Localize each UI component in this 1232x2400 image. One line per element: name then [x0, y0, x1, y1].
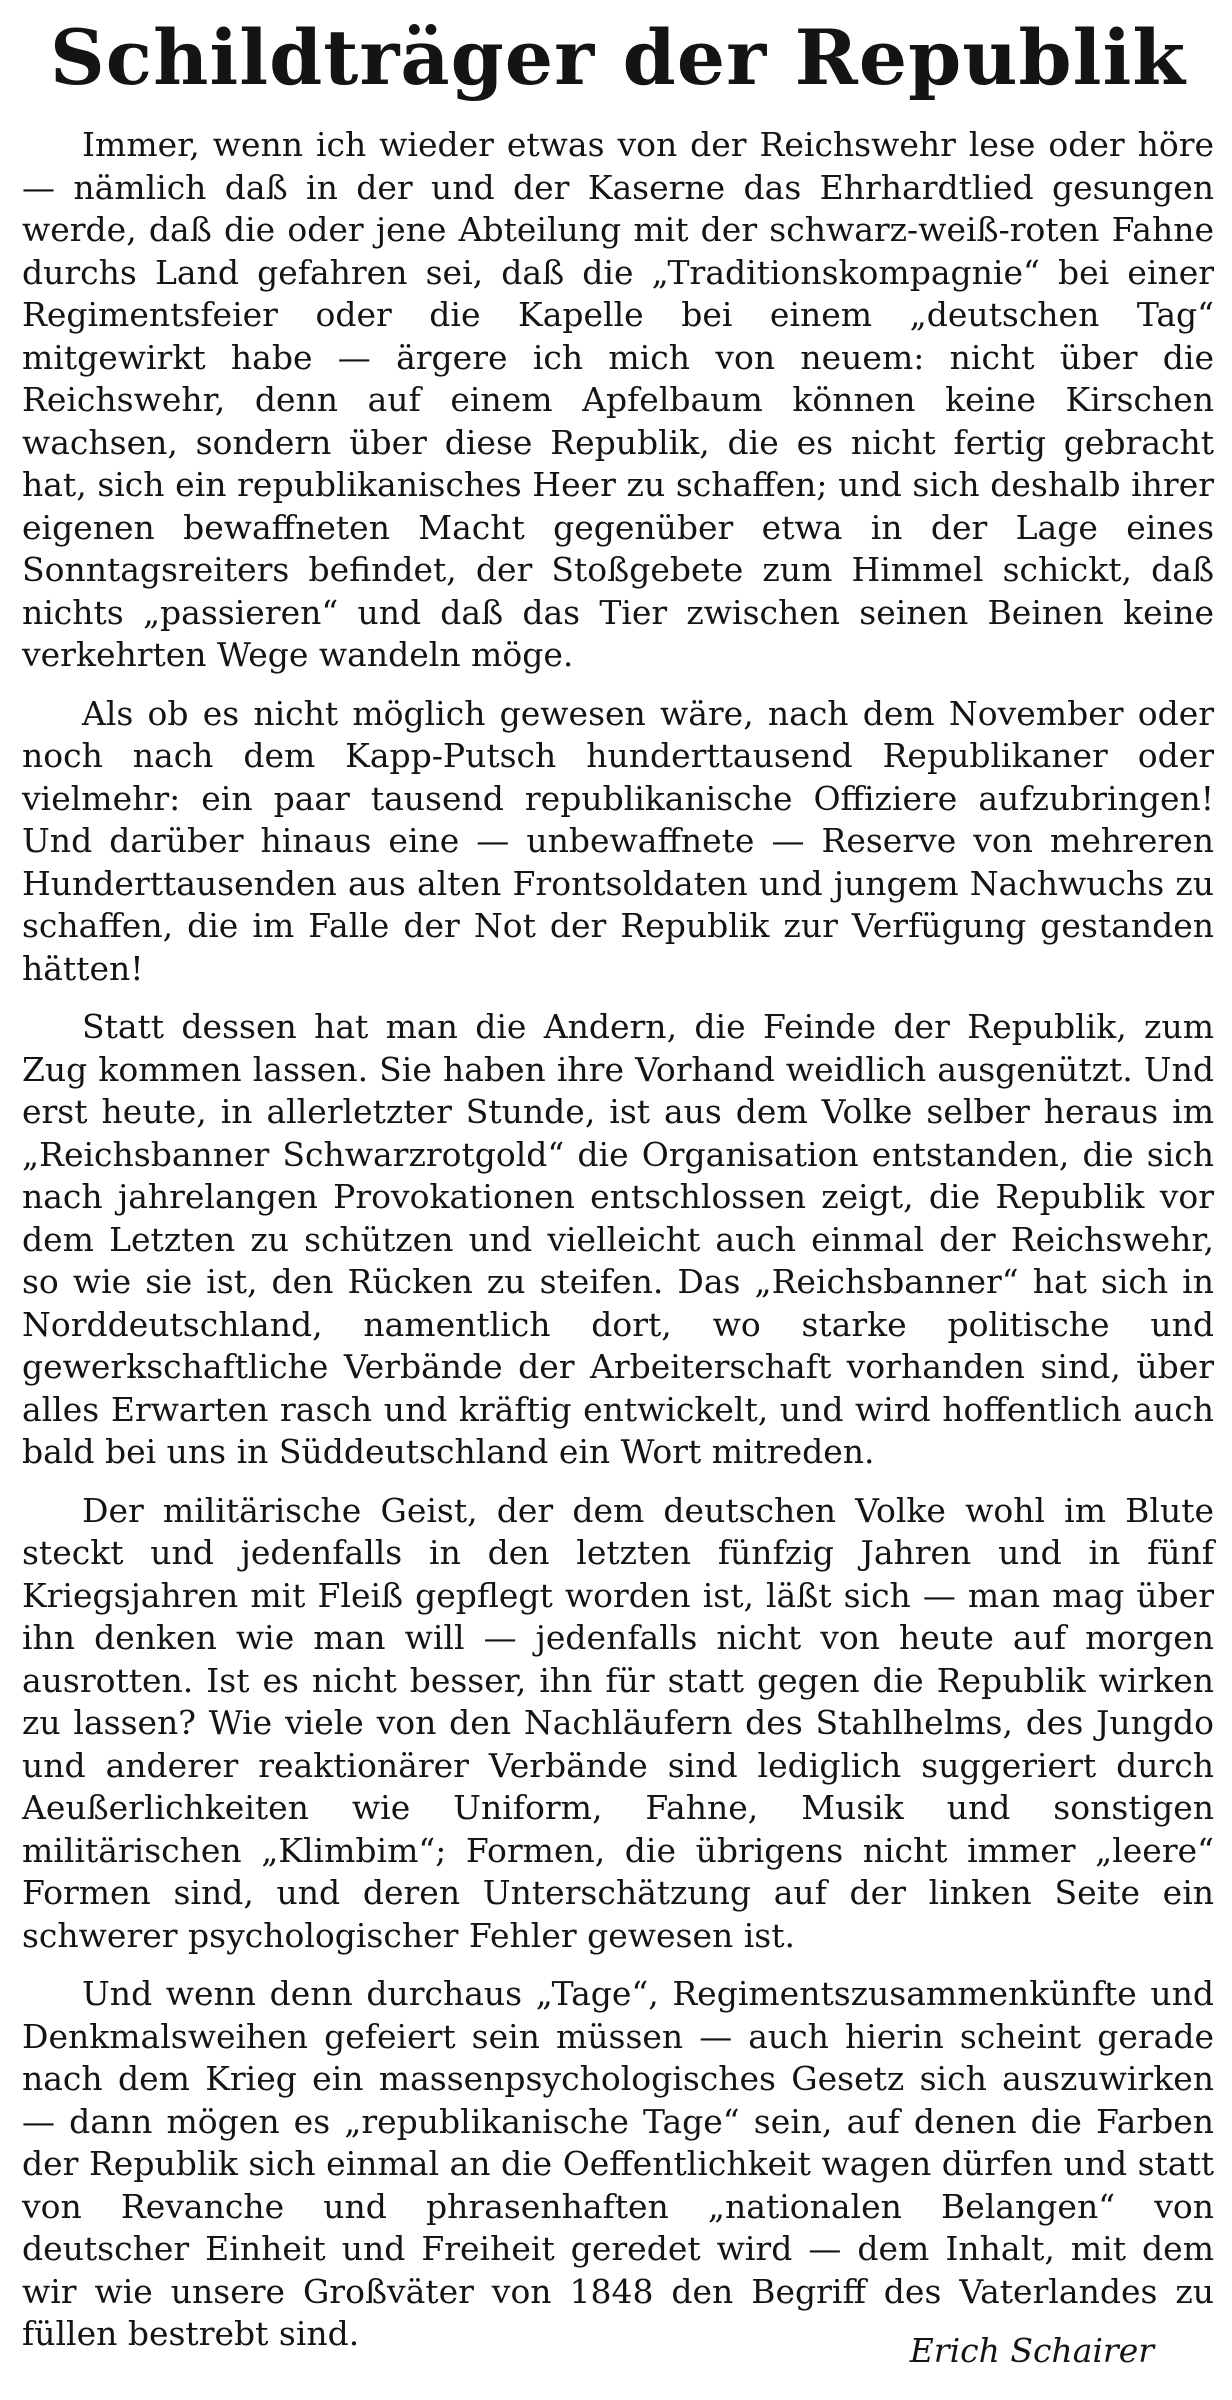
author-signature: Erich Schairer [909, 2330, 1154, 2370]
paragraph-4: Der militärische Geist, der dem deutschen Volke wohl im Blute steckt und jedenfalls in den letzten fünfzig Jahren und in fünf Kriegsjahren mit Fleiß gepflegt worden ist, läßt sich — man mag über ihn denken wie man will — jedenfalls nicht von heute auf morgen ausrotten. Ist es nicht besser, ihn für statt gegen die Republik wirken zu lassen? Wie viele von den Nachläufern des Stahlhelms, des Jungdo und anderer reaktionärer Verbände sind lediglich suggeriert durch Aeußerlichkeiten wie Uniform, Fahne, Musik und sonstigen militärischen „Klimbim“; Formen, die übrigens nicht immer „leere“ Formen sind, und deren Unterschätzung auf der linken Seite ein schwerer psychologischer Fehler gewesen ist. [22, 1490, 1214, 1955]
paragraph-5: Und wenn denn durchaus „Tage“, Regimentszusammenkünfte und Denkmalsweihen gefeiert sein müssen — auch hierin scheint gerade nach dem Krieg ein massenpsychologisches Gesetz sich auszuwirken — dann mögen es „republikanische Tage“ sein, auf denen die Farben der Republik sich einmal an die Oeffentlichkeit wagen dürfen und statt von Revanche und phrasenhaften „nationalen Belangen“ von deutscher Einheit und Freiheit geredet wird — dem Inhalt, mit dem wir wie unsere Großväter von 1848 den Begriff des Vaterlandes zu füllen bestrebt sind. [22, 1974, 1214, 2353]
paragraph-1: Immer, wenn ich wieder etwas von der Reichswehr lese oder höre — nämlich daß in der und der Kaserne das Ehrhardtlied gesungen werde, daß die oder jene Abteilung mit der schwarz-weiß-roten Fahne durchs Land gefahren sei, daß die „Traditionskompagnie“ bei einer Regimentsfeier oder die Kapelle bei einem „deutschen Tag“ mitgewirkt habe — ärgere ich mich von neuem: nicht über die Reichswehr, denn auf einem Apfelbaum können keine Kirschen wachsen, sondern über diese Republik, die es nicht fertig gebracht hat, sich ein republikanisches Heer zu schaffen; und sich deshalb ihrer eigenen bewaffneten Macht gegenüber etwa in der Lage eines Sonntagsreiters befindet, der Stoßgebete zum Himmel schickt, daß nichts „passieren“ und daß das Tier zwischen seinen Beinen keine verkehrten Wege wandeln möge. [22, 125, 1214, 674]
paragraph-3: Statt dessen hat man die Andern, die Feinde der Republik, zum Zug kommen lassen. Sie haben ihre Vorhand weidlich ausgenützt. Und erst heute, in allerletzter Stunde, ist aus dem Volke selber heraus im „Reichsbanner Schwarzrotgold“ die Organisation entstanden, die sich nach jahrelangen Provokationen entschlossen zeigt, die Republik vor dem Letzten zu schützen und vielleicht auch einmal der Reichswehr, so wie sie ist, den Rücken zu steifen. Das „Reichsbanner“ hat sich in Norddeutschland, namentlich dort, wo starke politische und gewerkschaftliche Verbände der Arbeiterschaft vorhanden sind, über alles Erwarten rasch und kräftig entwickelt, und wird hoffentlich auch bald bei uns in Süddeutschland ein Wort mitreden. [22, 1007, 1214, 1471]
paragraph-2: Als ob es nicht möglich gewesen wäre, nach dem November oder noch nach dem Kapp-Putsch hunderttausend Republikaner oder vielmehr: ein paar tausend republikanische Offiziere aufzubringen! Und darüber hinaus eine — unbewaffnete — Reserve von mehreren Hunderttausenden aus alten Frontsoldaten und jungem Nachwuchs zu schaffen, die im Falle der Not der Republik zur Verfügung gestanden hätten! [22, 693, 1214, 988]
article-headline: Schildträger der Republik [49, 13, 1187, 102]
